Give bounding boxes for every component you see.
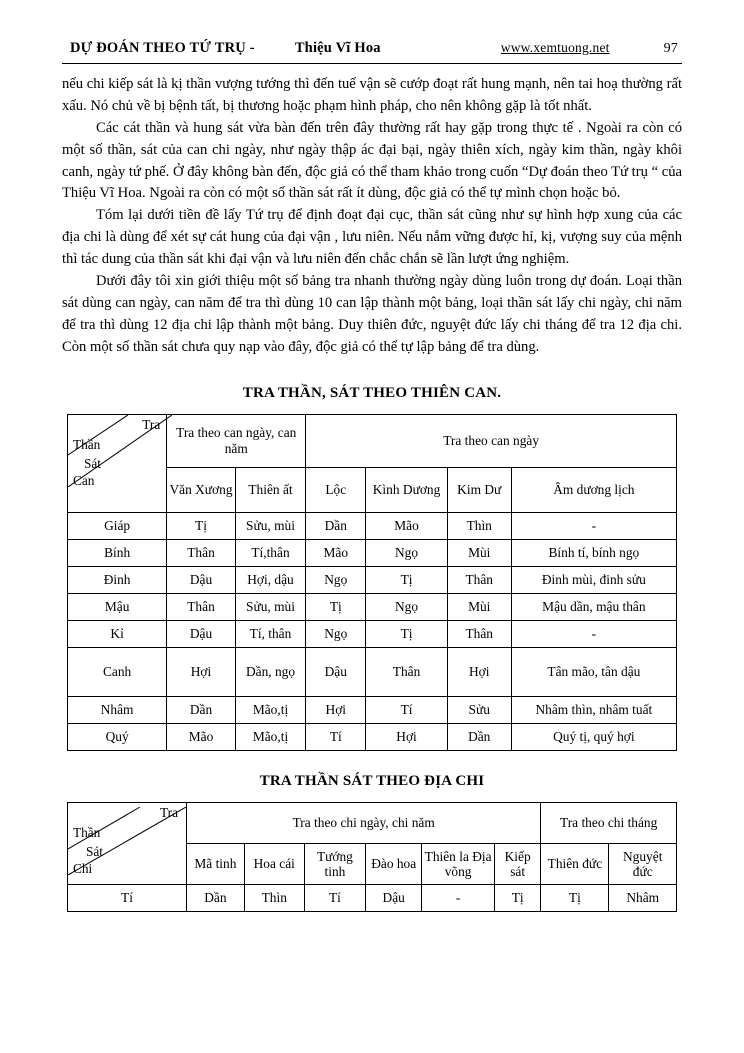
table1-cell: Ngọ (306, 620, 366, 647)
table2-group-header-left: Tra theo chi ngày, chi năm (187, 802, 541, 843)
table1-cell: Nhâm thìn, nhâm tuất (511, 696, 676, 723)
table2-subheader-5: Kiếp sát (494, 843, 540, 884)
table1-cell: Tí,thân (235, 539, 305, 566)
website-link[interactable]: www.xemtuong.net (500, 40, 610, 55)
table2-subheader-7: Nguyệt đức (609, 843, 677, 884)
table-row (68, 414, 677, 467)
table2-subheader-2: Tướng tinh (304, 843, 365, 884)
dia-chi-table (67, 802, 677, 912)
table1-subheader-5: Âm dương lịch (511, 467, 676, 512)
corner-label-can: Can (73, 472, 95, 488)
table1-cell: Tí (366, 696, 447, 723)
table1-cell: Mão (306, 539, 366, 566)
paragraph-2: Các cát thần và hung sát vừa bàn đến trên đây thường rất hay gặp trong thực tế . Ngoài ra còn có một số thần, sát của can chi ngày, như ngày thập ác đại bại, ngày thiên xích, ngày kim thần, ngày khôi canh, ngày tứ phế. Ở đây không bàn đến, độc giả có thể tham khảo trong cuốn “Dự đoán theo Tứ trụ “ của Thiệu Vĩ Hoa. Ngoài ra còn có một số thần sát rất ít dùng, độc giả có thể tự mình chọn hoặc bỏ. (62, 119, 682, 202)
book-title: DỰ ĐOÁN THEO TỨ TRỤ - (70, 40, 255, 56)
table2-row-label: Tí (68, 884, 187, 911)
table1-cell: Sửu, mùi (235, 593, 305, 620)
table1-cell: Dần (167, 696, 236, 723)
table1-row-label: Đinh (68, 566, 167, 593)
paragraph-3: Tóm lại dưới tiền đề lấy Tứ trụ để định đoạt đại cục, thần sát cũng như sự hình hợp xung của các địa chi là dùng để xét sự cát hung của đại vận , lưu niên. Nếu nắm vững được hỉ, kị, vượng suy của mệnh thì tác dung của thần sát khi đại vận và lưu niên đến chắc chắn sẽ lần lượt ứng nghiệm. (62, 207, 682, 268)
table1-subheader-2: Lộc (306, 467, 366, 512)
table2-corner-header (68, 802, 187, 884)
table1-corner-header (68, 414, 167, 512)
table1-cell: Hợi (306, 696, 366, 723)
table1-group-header-left: Tra theo can ngày, can năm (167, 414, 306, 467)
table1-cell: Dần (306, 512, 366, 539)
table1-cell: Sửu (447, 696, 511, 723)
table1-row-label: Canh (68, 647, 167, 696)
corner-label-than: Thần (73, 436, 101, 452)
table2-subheader-0: Mã tinh (187, 843, 245, 884)
corner-label-than: Thần (73, 824, 101, 840)
table1-cell: Tị (167, 512, 236, 539)
table2-subheader-1: Hoa cái (244, 843, 304, 884)
table1-group-header-right: Tra theo can ngày (306, 414, 677, 467)
table1-subheader-1: Thiên ất (235, 467, 305, 512)
table-row (68, 620, 677, 647)
table1-cell: Ngọ (366, 539, 447, 566)
table1-row-label: Kỉ (68, 620, 167, 647)
table2-cell: Dần (187, 884, 245, 911)
table2-cell: Tị (541, 884, 609, 911)
table-row (68, 593, 677, 620)
table1-cell: Quý tị, quý hợi (511, 723, 676, 750)
table1-cell: Ngọ (366, 593, 447, 620)
table1-cell: Thân (447, 620, 511, 647)
table1-cell: - (511, 512, 676, 539)
table1-cell: Tân mão, tân dậu (511, 647, 676, 696)
table1-row-label: Giáp (68, 512, 167, 539)
table1-cell: Ngọ (306, 566, 366, 593)
table1-cell: Tị (366, 566, 447, 593)
table1-cell: Dậu (167, 620, 236, 647)
table-row (68, 647, 677, 696)
corner-label-chi: Chi (73, 860, 93, 876)
table2-subheader-3: Đào hoa (366, 843, 422, 884)
table1-cell: Hợi (167, 647, 236, 696)
table1-cell: Sửu, mùi (235, 512, 305, 539)
table1-row-label: Mậu (68, 593, 167, 620)
table1-cell: Mão,tị (235, 696, 305, 723)
table1-subheader-0: Văn Xương (167, 467, 236, 512)
table2-subheader-4: Thiên la Địa võng (422, 843, 495, 884)
page-header (62, 40, 682, 57)
table2-cell: Nhâm (609, 884, 677, 911)
table1-cell: Hợi (366, 723, 447, 750)
table1-cell: Mão (366, 512, 447, 539)
table1-cell: - (511, 620, 676, 647)
table1-cell: Đinh mùi, đinh sửu (511, 566, 676, 593)
table1-cell: Tị (306, 593, 366, 620)
table1-row-label: Nhâm (68, 696, 167, 723)
table1-cell: Tị (366, 620, 447, 647)
table1-row-label: Quý (68, 723, 167, 750)
table1-cell: Hợi (447, 647, 511, 696)
table-row (68, 696, 677, 723)
author-name: Thiệu Vĩ Hoa (294, 40, 381, 56)
table2-cell: Dậu (366, 884, 422, 911)
table1-cell: Dậu (167, 566, 236, 593)
table1-cell: Dậu (306, 647, 366, 696)
table1-cell: Thân (167, 539, 236, 566)
corner-label-sat: Sát (86, 843, 103, 859)
paragraph-1: nếu chi kiếp sát là kị thần vượng tướng thì đến tuế vận sẽ cướp đoạt rất hung mạnh, nên tai hoạ thường rất xấu. Nó chủ về bị bệnh tất, bị thương hoặc phạm hình pháp, cho nên không gặp là tốt nhất. (62, 76, 682, 114)
table1-cell: Thân (167, 593, 236, 620)
table2-title: TRA THẦN SÁT THEO ĐỊA CHI (259, 772, 485, 789)
table1-cell: Mùi (447, 593, 511, 620)
table1-cell: Dần (447, 723, 511, 750)
table-row (68, 539, 677, 566)
table1-cell: Tí (306, 723, 366, 750)
table2-group-header-right: Tra theo chi tháng (541, 802, 677, 843)
table1-cell: Thân (447, 566, 511, 593)
table1-subheader-3: Kình Dương (366, 467, 447, 512)
header-divider (62, 63, 682, 64)
thien-can-table (67, 414, 677, 751)
corner-label-tra: Tra (160, 804, 178, 820)
corner-label-tra: Tra (142, 416, 161, 432)
table2-cell: - (422, 884, 495, 911)
table-row (68, 566, 677, 593)
table1-subheader-4: Kim Dư (447, 467, 511, 512)
table1-cell: Thìn (447, 512, 511, 539)
body-text (62, 74, 682, 359)
table-row (68, 884, 677, 911)
table2-cell: Thìn (244, 884, 304, 911)
table2-subheader-6: Thiên đức (541, 843, 609, 884)
table1-cell: Mậu dần, mậu thân (511, 593, 676, 620)
table1-cell: Bính tí, bính ngọ (511, 539, 676, 566)
table1-cell: Dần, ngọ (235, 647, 305, 696)
table1-cell: Mão (167, 723, 236, 750)
table1-cell: Hợi, dậu (235, 566, 305, 593)
table1-cell: Tí, thân (235, 620, 305, 647)
table-row (68, 723, 677, 750)
table1-cell: Thân (366, 647, 447, 696)
corner-label-sat: Sát (84, 455, 101, 471)
table-row (68, 802, 677, 843)
table1-cell: Mùi (447, 539, 511, 566)
table1-title: TRA THẦN, SÁT THEO THIÊN CAN. (242, 384, 502, 401)
table1-row-label: Bính (68, 539, 167, 566)
page-number: 97 (663, 41, 678, 56)
table-row (68, 512, 677, 539)
table2-cell: Tị (494, 884, 540, 911)
table2-cell: Tí (304, 884, 365, 911)
paragraph-4: Dưới đây tôi xin giới thiệu một số bảng tra nhanh thường ngày dùng luôn trong dự đoán. Loại thần sát dùng can ngày, can năm để tra thì dùng 10 can lập thành một bảng, loại thần sát lấy chi ngày, chi năm để tra thì dùng 12 địa chi lập thành một bảng. Duy thiên đức, nguyệt đức lấy chi tháng để tra 12 địa chi. Còn một số thần sát chưa quy nạp vào đây, độc giả có thể tự lập bảng để tra dùng. (62, 273, 682, 355)
table1-cell: Mão,tị (235, 723, 305, 750)
